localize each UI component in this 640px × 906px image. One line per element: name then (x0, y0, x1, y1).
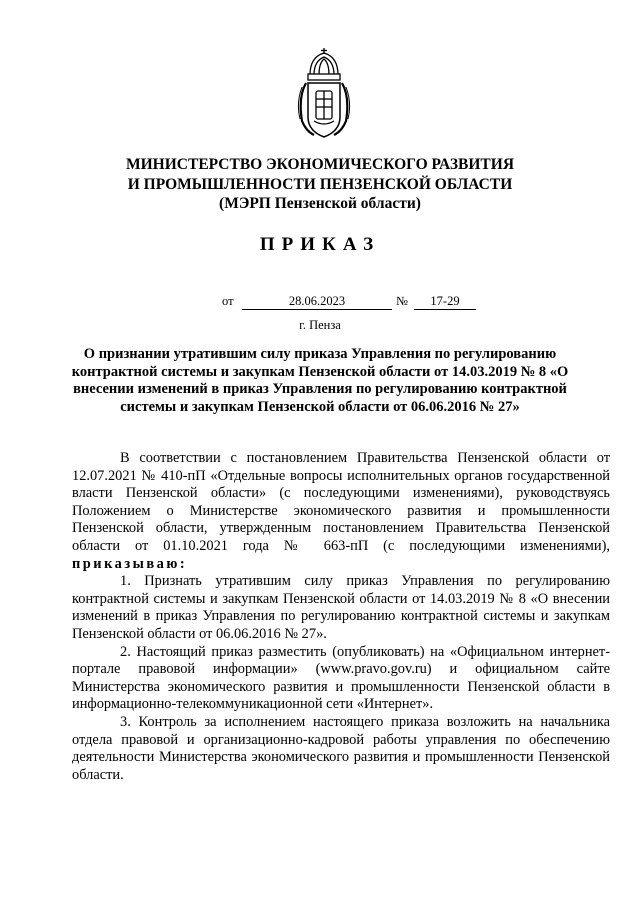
number-underline (414, 309, 476, 310)
order-body (72, 450, 610, 784)
org-abbreviation: (МЭРП Пензенской области) (219, 195, 421, 212)
order-date: 28.06.2023 (288, 294, 346, 308)
preamble-paragraph (72, 450, 610, 573)
org-name-line2: И ПРОМЫШЛЕННОСТИ ПЕНЗЕНСКОЙ ОБЛАСТИ (127, 176, 513, 193)
date-prefix: от (222, 294, 234, 308)
org-name-line1: МИНИСТЕРСТВО ЭКОНОМИЧЕСКОГО РАЗВИТИЯ (125, 156, 515, 173)
date-underline (242, 309, 392, 310)
order-item-1: 1. Признать утратившим силу приказ Управления по регулированию контрактной системы и закупкам Пензенской области от 14.03.2019 № 8 «О внесении изменений в приказ Управления по регулированию контрактной системы и закупкам Пензенской области от 06.06.2016 № 27». (72, 573, 610, 642)
date-number-line (0, 294, 640, 312)
order-subject: О признании утратившим силу приказа Управления по регулированию контрактной системы и закупкам Пензенской области от 14.03.2019 № 8 «О внесении изменений в приказ Управления по регулированию контрактной системы и закупкам Пензенской области от 06.06.2016 № 27» (71, 346, 569, 415)
coat-of-arms-emblem (296, 47, 352, 139)
order-item-3: 3. Контроль за исполнением настоящего приказа возложить на начальника отдела правовой и организационно-кадровой работы управления по обеспечению деятельности Министерства экономического развития и промышленности Пензенской области. (72, 713, 610, 783)
number-prefix: № (396, 294, 408, 308)
document-type-title: ПРИКАЗ (259, 234, 381, 255)
preamble-text: В соответствии с постановлением Правительства Пензенской области от 12.07.2021 № 410-пП «Отдельные вопросы исполнительных органов государственной власти Пензенской области» (с последующими изменениями), руководствуясь Положением о Министерстве экономического развития и промышленности Пензенской области, утвержденным постановлением Правительства Пензенской области от 01.10.2021 года № 663-пП (с последующими изменениями), (72, 450, 610, 554)
order-item-2: 2. Настоящий приказ разместить (опубликовать) на «Официальном интернет-портале правовой информации» (www.pravo.gov.ru) и официальном сайте Министерства экономического развития и промышленности Пензенской области в информационно-телекоммуникационной сети «Интернет». (72, 643, 610, 713)
order-word: приказываю: (72, 555, 188, 572)
order-number: 17-29 (430, 294, 460, 308)
city: г. Пенза (299, 318, 341, 332)
